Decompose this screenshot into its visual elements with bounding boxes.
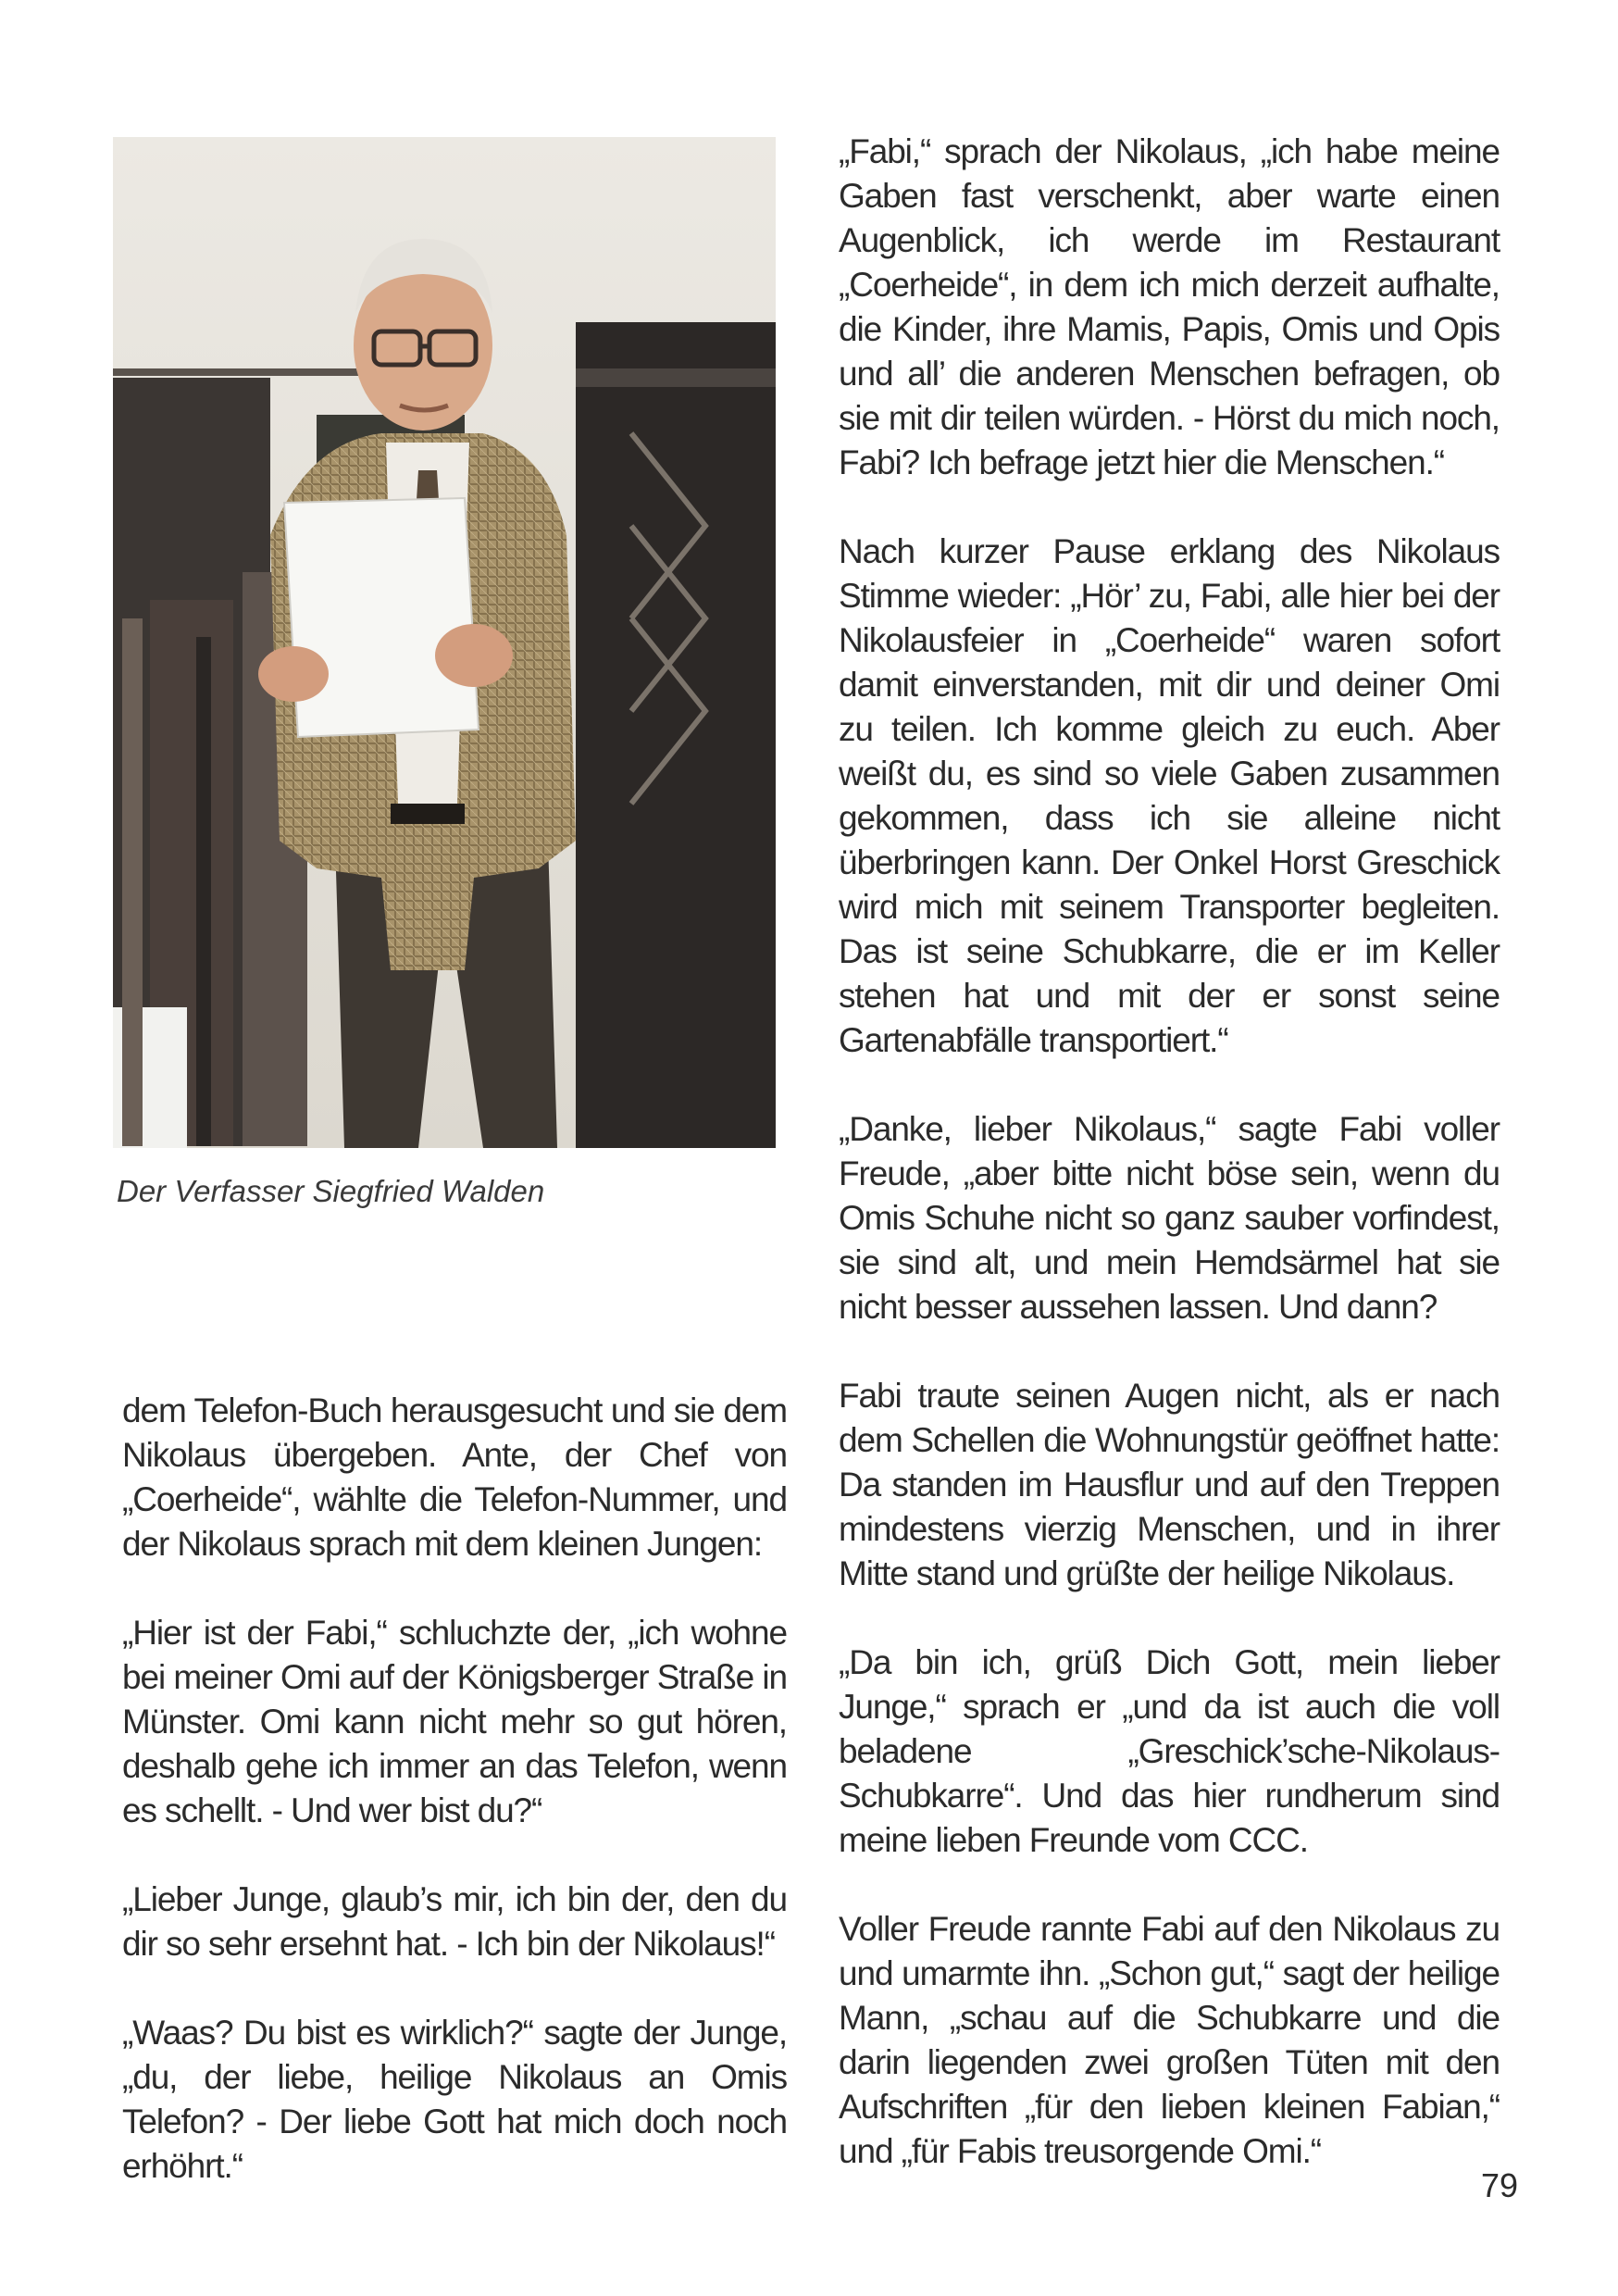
paragraph: „Fabi,“ sprach der Nikolaus, „ich habe meine Gaben fast verschenkt, aber warte einen Augenblick, ich werde im Restaurant „Coerheide“, in dem ich mich derzeit aufhalte, die Kinder, ihre Mamis, Papis, Omis und Opis und all’ die anderen Menschen befragen, ob sie mit dir teilen würden. - Hörst du mich noch, Fabi? Ich befrage jetzt hier die Menschen.“: [839, 132, 1500, 481]
paragraph: Voller Freude rannte Fabi auf den Nikolaus zu und umarmte ihn. „Schon gut,“ sagt der heilige Mann, „schau auf die Schubkarre und die darin liegenden zwei großen Tüten mit den Aufschriften „für den lieben kleinen Fabian,“ und „für Fabis treusorgende Omi.“: [839, 1910, 1500, 2170]
paragraph: „Da bin ich, grüß Dich Gott, mein lieber Junge,“ sprach er „und da ist auch die voll beladene „Greschick’sche-Nikolaus-Schubkarre“. Und das hier rundherum sind meine lieben Freunde vom CCC.: [839, 1643, 1500, 1859]
paragraph: „Lieber Junge, glaub’s mir, ich bin der, den du dir so sehr ersehnt hat. - Ich bin der Nikolaus!“: [122, 1880, 787, 1963]
paragraph: dem Telefon-Buch herausgesucht und sie dem Nikolaus übergeben. Ante, der Chef von „Coerheide“, wählte die Telefon-Nummer, und der Nikolaus sprach mit dem kleinen Jungen:: [122, 1391, 787, 1563]
paragraph: „Waas? Du bist es wirklich?“ sagte der Junge, „du, der liebe, heilige Nikolaus an Omis Telefon? - Der liebe Gott hat mich doch noch erhöhrt.“: [122, 2014, 787, 2185]
page-number: 79: [1480, 2166, 1518, 2204]
paragraph: „Danke, lieber Nikolaus,“ sagte Fabi voller Freude, „aber bitte nicht böse sein, wenn du Omis Schuhe nicht so ganz sauber vorfindest, sie sind alt, und mein Hemdsärmel hat sie nicht besser aussehen lassen. Und dann?: [839, 1110, 1500, 1326]
author-photo-illustration: [113, 137, 776, 1148]
author-photo: [113, 137, 776, 1148]
left-text-column: [122, 1389, 787, 2233]
paragraph: Fabi traute seinen Augen nicht, als er nach dem Schellen die Wohnungstür geöffnet hatte: Da standen im Hausflur und auf den Treppen mindestens vierzig Menschen, und in ihrer Mitte stand und grüßte der heilige Nikolaus.: [839, 1377, 1500, 1592]
paragraph: „Hier ist der Fabi,“ schluchzte der, „ich wohne bei meiner Omi auf der Königsberger Straße in Münster. Omi kann nicht mehr so gut hören, deshalb gehe ich immer an das Telefon, wenn es schellt. - Und wer bist du?“: [122, 1614, 787, 1829]
paragraph: Nach kurzer Pause erklang des Nikolaus Stimme wieder: „Hör’ zu, Fabi, alle hier bei der Nikolausfeier in „Coerheide“ waren sofort damit einverstanden, mit dir und deiner Omi zu teilen. Ich komme gleich zu euch. Aber weißt du, es sind so viele Gaben zusammen gekommen, dass ich sie alleine nicht überbringen kann. Der Onkel Horst Greschick wird mich mit seinem Transporter begleiten. Das ist seine Schubkarre, die er im Keller stehen hat und mit der er sonst seine Gartenabfälle transportiert.“: [839, 532, 1500, 1059]
photo-caption: Der Verfasser Siegfried Walden: [117, 1174, 545, 1208]
right-text-column: [839, 130, 1500, 2218]
